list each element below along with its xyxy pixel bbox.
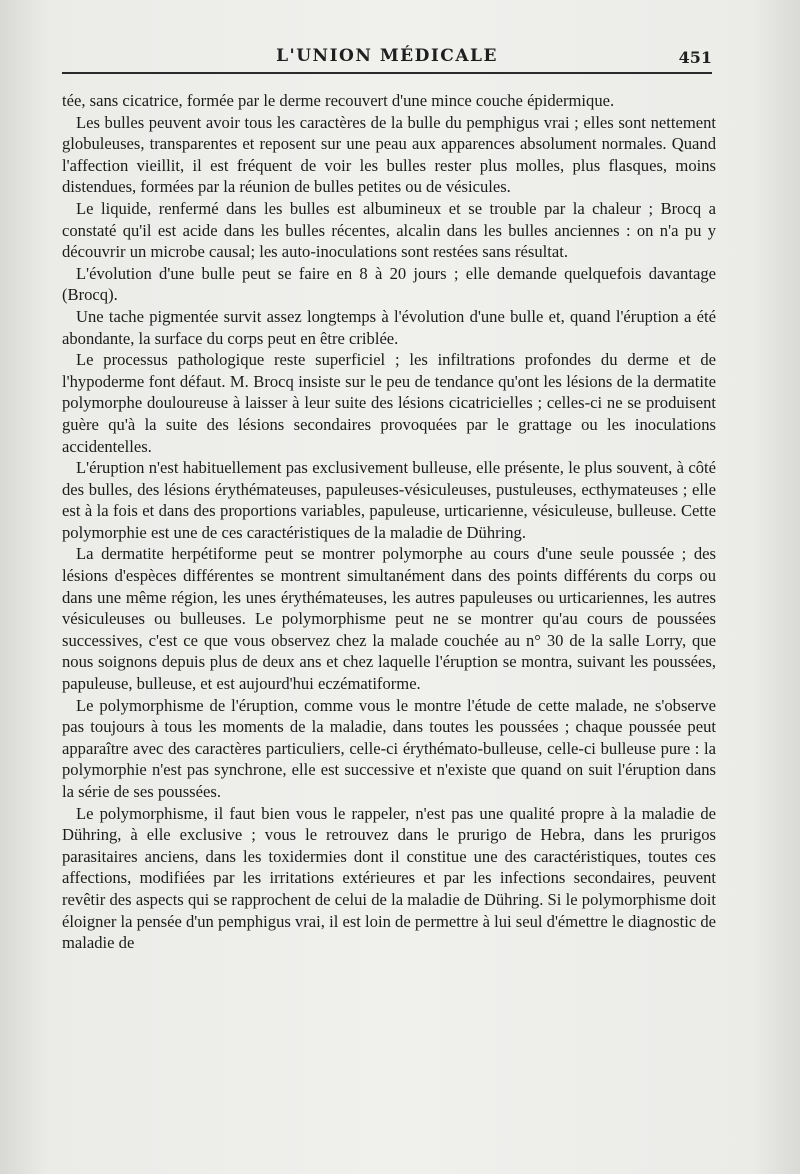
paragraph: L'évolution d'une bulle peut se faire en 8 à 20 jours ; elle demande quelquefois davantage (Brocq).: [62, 263, 716, 305]
paragraph: Une tache pigmentée survit assez longtemps à l'évolution d'une bulle et, quand l'éruption a été abondante, la surface du corps peut en être criblée.: [62, 306, 716, 348]
paragraph: Le processus pathologique reste superficiel ; les infiltrations profondes du derme et de l'hypoderme font défaut. M. Brocq insiste sur le peu de tendance qu'ont les lésions de la dermatite polymorphe douloureuse à laisser à leur suite des lésions cicatricielles ; celles-ci ne se produisent guère qu'à la suite des lésions secondaires provoquées par le grattage ou les inoculations accidentelles.: [62, 350, 716, 456]
page-header: [62, 44, 712, 78]
header-rule: [62, 72, 712, 74]
paragraph: tée, sans cicatrice, formée par le derme recouvert d'une mince couche épidermique.: [62, 91, 615, 110]
body-text: [62, 90, 716, 954]
running-head: L'UNION MÉDICALE: [276, 46, 498, 66]
paragraph: Le liquide, renfermé dans les bulles est albumineux et se trouble par la chaleur ; Brocq a constaté qu'il est acide dans les bulles récentes, alcalin dans les bulles anciennes : on n'a pu y découvrir un microbe causal; les auto-inoculations sont restées sans résultat.: [62, 198, 716, 262]
paragraph: Les bulles peuvent avoir tous les caractères de la bulle du pemphigus vrai ; elles sont nettement globuleuses, transparentes et reposent sur une peau aux apparences absolument normales. Quand l'affection vieillit, il est fréquent de voir les bulles rester plus molles, plus flasques, moins distendues, formées par la réunion de bulles petites ou de vésicules.: [62, 112, 716, 197]
paragraph: La dermatite herpétiforme peut se montrer polymorphe au cours d'une seule poussée ; des lésions d'espèces différentes se montrent simultanément dans des points différents du corps ou dans une même région, les unes érythémateuses, les autres papuleuses ou urticariennes, les autres vésiculeuses ou bulleuses. Le polymorphisme peut ne se montrer qu'au cours de poussées successives, c'est ce que vous observez chez la malade couchée au n° 30 de la salle Lorry, que nous soignons depuis plus de deux ans et chez laquelle l'éruption se montra, suivant les poussées, papuleuse, bulleuse, et est aujourd'hui eczématiforme.: [62, 544, 716, 694]
page-number: 451: [678, 48, 712, 67]
paragraph: Le polymorphisme de l'éruption, comme vous le montre l'étude de cette malade, ne s'observe pas toujours à tous les moments de la maladie, dans toutes les poussées ; chaque poussée peut apparaître avec des caractères particuliers, celle-ci érythémato-bulleuse, celle-ci bulleuse pure : la polymorphie n'est pas synchrone, elle est successive et n'existe que quand on suit l'éruption dans la série de ses poussées.: [62, 695, 716, 801]
paragraph: Le polymorphisme, il faut bien vous le rappeler, n'est pas une qualité propre à la maladie de Dühring, à elle exclusive ; vous le retrouvez dans le prurigo de Hebra, dans les prurigos parasitaires anciens, dans les toxidermies dont il constitue une des caractéristiques, toutes ces affections, modifiées par les irritations extérieures et par les infections secondaires, peuvent revêtir des aspects qui se rapprochent de celui de la maladie de Dühring. Si le polymorphisme doit éloigner la pensée d'un pemphigus vrai, il est loin de permettre à lui seul d'émettre le diagnostic de maladie de: [62, 803, 716, 953]
paragraph: L'éruption n'est habituellement pas exclusivement bulleuse, elle présente, le plus souvent, à côté des bulles, des lésions érythémateuses, papuleuses-vésiculeuses, pustuleuses, ecthymateuses ; elle est à la fois et dans des proportions variables, papuleuse, urticarienne, vésiculeuse, bulleuse. Cette polymorphie est une de ces caractéristiques de la maladie de Dühring.: [62, 458, 716, 542]
